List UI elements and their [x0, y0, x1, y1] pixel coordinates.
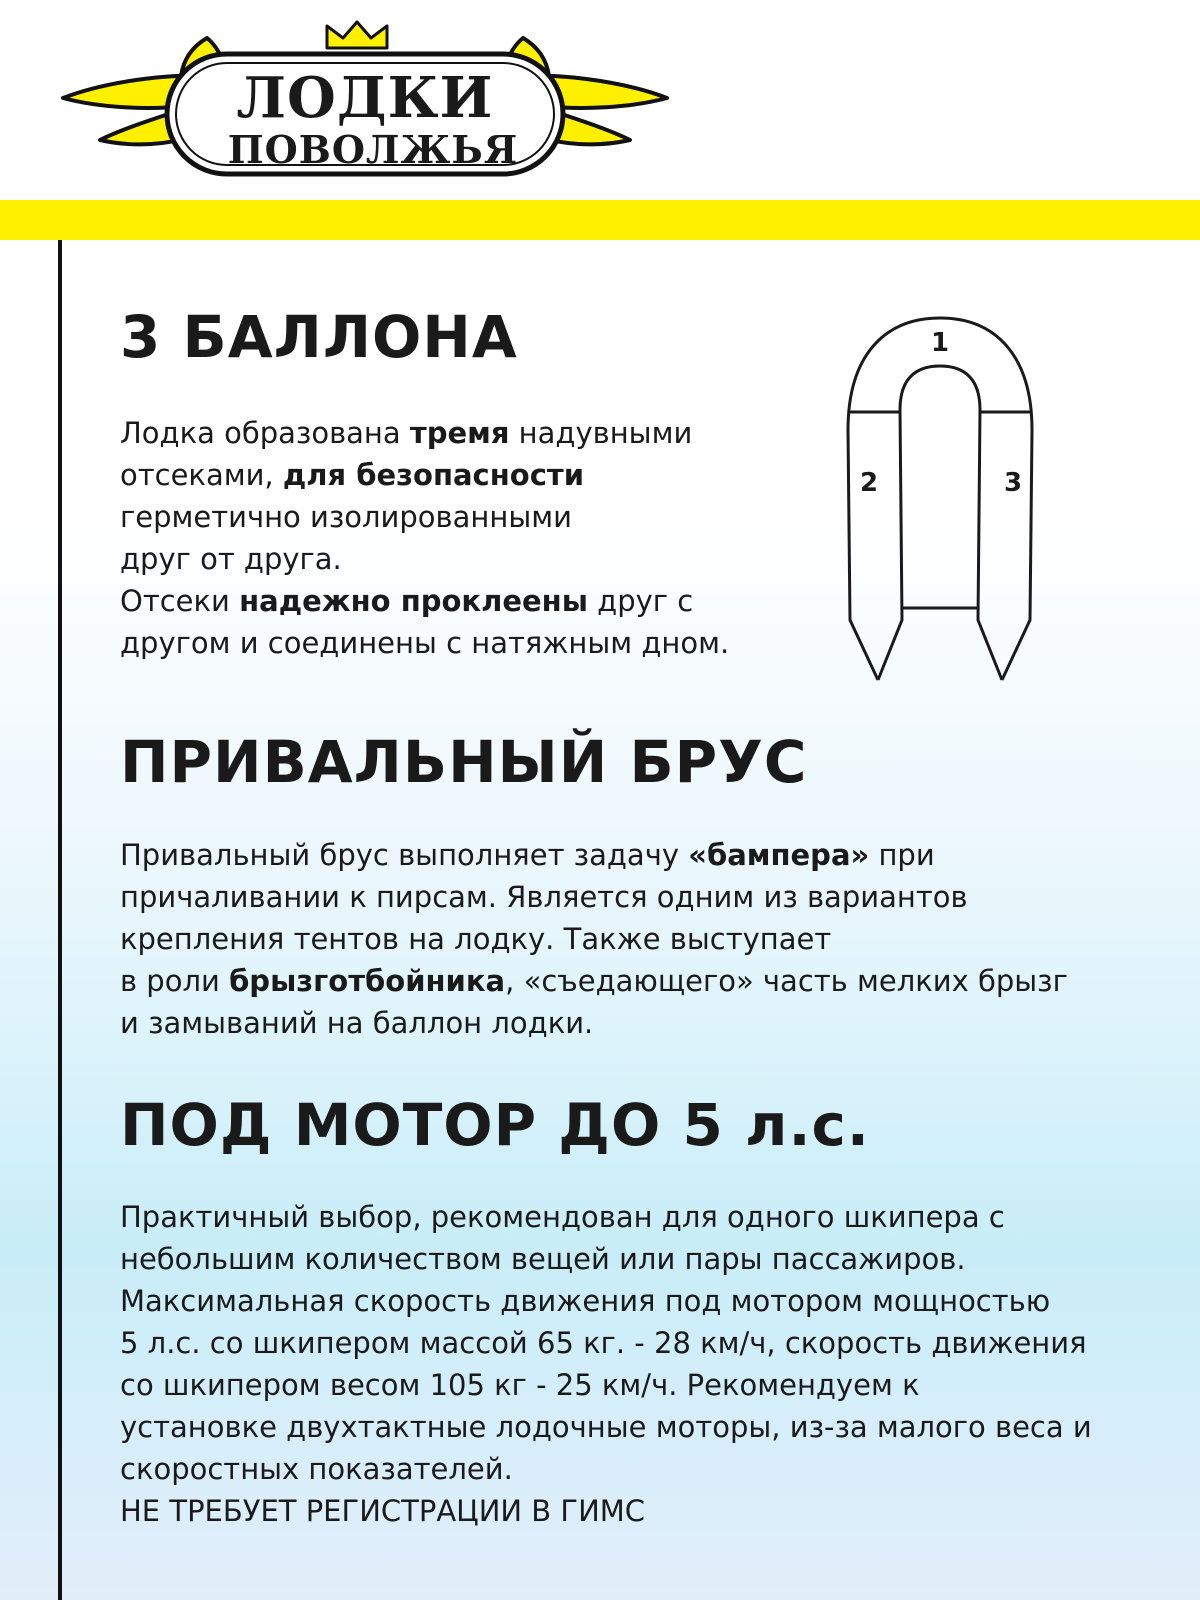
- text-run: при: [869, 838, 935, 872]
- text-line: [120, 918, 1068, 960]
- emphasis-text: брызготбойника: [229, 964, 506, 998]
- text-run: друг от друга.: [120, 542, 342, 576]
- emphasis-text: надежно проклеены: [239, 584, 588, 618]
- boat-outline-icon: [840, 300, 1080, 710]
- text-run: Лодка образована: [120, 416, 410, 450]
- text-line: [120, 454, 729, 496]
- text-run: 5 л.с. со шкипером массой 65 кг. - 28 км/ч, скорость движения: [120, 1326, 1087, 1360]
- text-run: , «съедающего» часть мелких брызг: [505, 964, 1068, 998]
- text-run: Практичный выбор, рекомендован для одного шкипера с: [120, 1200, 1005, 1234]
- text-run: друг с: [587, 584, 694, 618]
- compartment-label-1: 1: [931, 328, 950, 358]
- text-line: [120, 412, 729, 454]
- balloons-paragraph: [120, 412, 729, 664]
- text-run: Максимальная скорость движения под мотором мощностью: [120, 1284, 1051, 1318]
- text-run: Привальный брус выполняет задачу: [120, 838, 689, 872]
- text-run: и замываний на баллон лодки.: [120, 1006, 594, 1040]
- text-line: [120, 580, 729, 622]
- text-run: НЕ ТРЕБУЕТ РЕГИСТРАЦИИ В ГИМС: [120, 1494, 646, 1528]
- text-line: [120, 1364, 1092, 1406]
- yellow-divider-bar: [0, 200, 1200, 240]
- text-line: [120, 496, 729, 538]
- compartment-label-2: 2: [860, 468, 879, 498]
- text-line: [120, 1490, 1092, 1532]
- section-heading-rubbing-strake: ПРИВАЛЬНЫЙ БРУС: [120, 728, 808, 796]
- logo-subtitle: ПОВОЛЖЬЯ: [227, 127, 519, 172]
- text-run: герметично изолированными: [120, 500, 572, 534]
- compartment-label-3: 3: [1004, 468, 1023, 498]
- text-run: отсеками,: [120, 458, 283, 492]
- emphasis-text: для безопасности: [282, 458, 585, 492]
- text-line: [120, 1406, 1092, 1448]
- rubbing-strake-paragraph: [120, 834, 1068, 1044]
- text-line: [120, 1448, 1092, 1490]
- text-run: крепления тентов на лодку. Также выступает: [120, 922, 832, 956]
- emphasis-text: тремя: [409, 416, 510, 450]
- text-run: со шкипером весом 105 кг - 25 км/ч. Рекомендуем к: [120, 1368, 920, 1402]
- motor-paragraph: [120, 1196, 1092, 1532]
- emphasis-text: «бампера»: [688, 838, 870, 872]
- logo: [55, 18, 675, 188]
- text-run: в роли: [120, 964, 230, 998]
- text-line: [120, 834, 1068, 876]
- text-run: другом и соединены с натяжным дном.: [120, 626, 730, 660]
- text-line: [120, 1322, 1092, 1364]
- section-heading-motor: ПОД МОТОР ДО 5 л.с.: [120, 1091, 870, 1159]
- text-run: скоростных показателей.: [120, 1452, 513, 1486]
- text-line: [120, 1238, 1092, 1280]
- section-heading-balloons: 3 БАЛЛОНА: [120, 303, 518, 371]
- text-run: Отсеки: [120, 584, 240, 618]
- text-run: небольшим количеством вещей или пары пассажиров.: [120, 1242, 966, 1276]
- text-line: [120, 1002, 1068, 1044]
- text-line: [120, 622, 729, 664]
- text-line: [120, 960, 1068, 1002]
- text-run: причаливании к пирсам. Является одним из вариантов: [120, 880, 968, 914]
- text-line: [120, 1196, 1092, 1238]
- logo-title: ЛОДКИ: [236, 65, 494, 131]
- text-line: [120, 538, 729, 580]
- boat-compartments-diagram: [840, 300, 1080, 710]
- left-accent-line: [58, 240, 62, 1600]
- text-line: [120, 876, 1068, 918]
- text-run: надувными: [509, 416, 693, 450]
- text-line: [120, 1280, 1092, 1322]
- text-run: установке двухтактные лодочные моторы, из-за малого веса и: [120, 1410, 1092, 1444]
